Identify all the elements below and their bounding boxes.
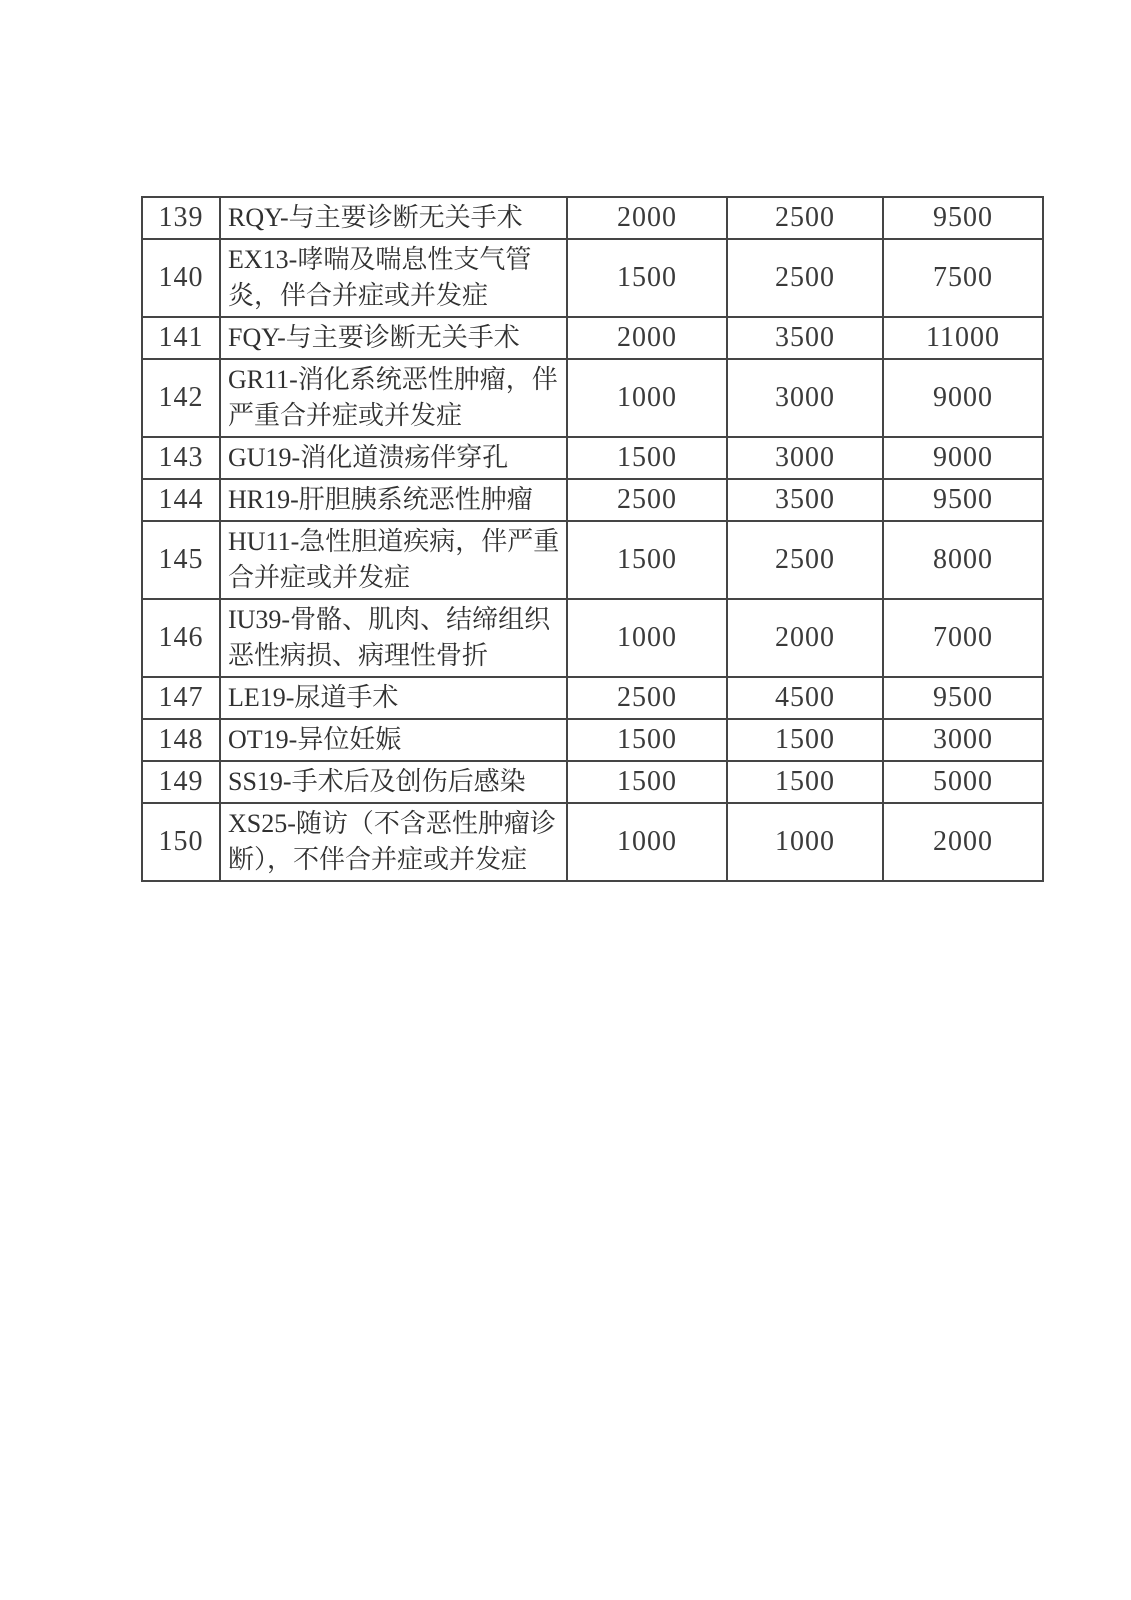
- row-number-cell: 140: [142, 239, 220, 317]
- drg-description-cell: HU11-急性胆道疾病，伴严重合并症或并发症: [220, 521, 567, 599]
- fee-cell-2: 1500: [727, 719, 883, 761]
- table-row: [142, 479, 1043, 521]
- fee-cell-3: 2000: [883, 803, 1043, 881]
- row-number-cell: 146: [142, 599, 220, 677]
- fee-cell-2: 3000: [727, 359, 883, 437]
- row-number-cell: 148: [142, 719, 220, 761]
- row-number-cell: 149: [142, 761, 220, 803]
- table-row: [142, 803, 1043, 881]
- fee-cell-3: 9500: [883, 677, 1043, 719]
- drg-description-cell: FQY-与主要诊断无关手术: [220, 317, 567, 359]
- fee-cell-1: 1500: [567, 437, 727, 479]
- fee-cell-1: 1500: [567, 239, 727, 317]
- fee-cell-3: 11000: [883, 317, 1043, 359]
- fee-cell-3: 5000: [883, 761, 1043, 803]
- table-row: [142, 239, 1043, 317]
- row-number-cell: 143: [142, 437, 220, 479]
- drg-description-cell: GU19-消化道溃疡伴穿孔: [220, 437, 567, 479]
- drg-description-cell: SS19-手术后及创伤后感染: [220, 761, 567, 803]
- row-number-cell: 147: [142, 677, 220, 719]
- fee-cell-1: 1500: [567, 521, 727, 599]
- fee-cell-1: 2000: [567, 317, 727, 359]
- fee-cell-3: 9500: [883, 479, 1043, 521]
- drg-description-cell: LE19-尿道手术: [220, 677, 567, 719]
- fee-cell-1: 1000: [567, 803, 727, 881]
- table-row: [142, 359, 1043, 437]
- drg-description-cell: XS25-随访（不含恶性肿瘤诊断），不伴合并症或并发症: [220, 803, 567, 881]
- fee-cell-2: 3500: [727, 479, 883, 521]
- table-row: [142, 317, 1043, 359]
- drg-description-cell: GR11-消化系统恶性肿瘤，伴严重合并症或并发症: [220, 359, 567, 437]
- fee-cell-2: 3000: [727, 437, 883, 479]
- fee-cell-2: 1500: [727, 761, 883, 803]
- fee-cell-2: 1000: [727, 803, 883, 881]
- fee-cell-3: 9500: [883, 197, 1043, 239]
- fee-cell-2: 2500: [727, 197, 883, 239]
- fee-cell-1: 1500: [567, 719, 727, 761]
- table-row: [142, 197, 1043, 239]
- row-number-cell: 139: [142, 197, 220, 239]
- row-number-cell: 144: [142, 479, 220, 521]
- table-row: [142, 719, 1043, 761]
- fee-cell-2: 4500: [727, 677, 883, 719]
- table-row: [142, 677, 1043, 719]
- table-row: [142, 761, 1043, 803]
- drg-description-cell: IU39-骨骼、肌肉、结缔组织恶性病损、病理性骨折: [220, 599, 567, 677]
- fee-cell-3: 3000: [883, 719, 1043, 761]
- fee-cell-3: 9000: [883, 359, 1043, 437]
- fee-cell-1: 1000: [567, 599, 727, 677]
- fee-cell-2: 2500: [727, 521, 883, 599]
- fee-cell-2: 3500: [727, 317, 883, 359]
- fee-cell-1: 2500: [567, 677, 727, 719]
- fee-cell-2: 2500: [727, 239, 883, 317]
- table-row: [142, 437, 1043, 479]
- fee-cell-1: 2500: [567, 479, 727, 521]
- drg-description-cell: EX13-哮喘及喘息性支气管炎，伴合并症或并发症: [220, 239, 567, 317]
- drg-description-cell: RQY-与主要诊断无关手术: [220, 197, 567, 239]
- row-number-cell: 145: [142, 521, 220, 599]
- drg-description-cell: OT19-异位妊娠: [220, 719, 567, 761]
- fee-cell-2: 2000: [727, 599, 883, 677]
- fee-cell-3: 7000: [883, 599, 1043, 677]
- row-number-cell: 142: [142, 359, 220, 437]
- table-row: [142, 521, 1043, 599]
- row-number-cell: 141: [142, 317, 220, 359]
- fee-cell-3: 7500: [883, 239, 1043, 317]
- fee-cell-1: 1500: [567, 761, 727, 803]
- fee-cell-3: 8000: [883, 521, 1043, 599]
- drg-fee-table: [141, 196, 1044, 882]
- fee-cell-1: 2000: [567, 197, 727, 239]
- table-row: [142, 599, 1043, 677]
- fee-cell-1: 1000: [567, 359, 727, 437]
- drg-description-cell: HR19-肝胆胰系统恶性肿瘤: [220, 479, 567, 521]
- row-number-cell: 150: [142, 803, 220, 881]
- fee-cell-3: 9000: [883, 437, 1043, 479]
